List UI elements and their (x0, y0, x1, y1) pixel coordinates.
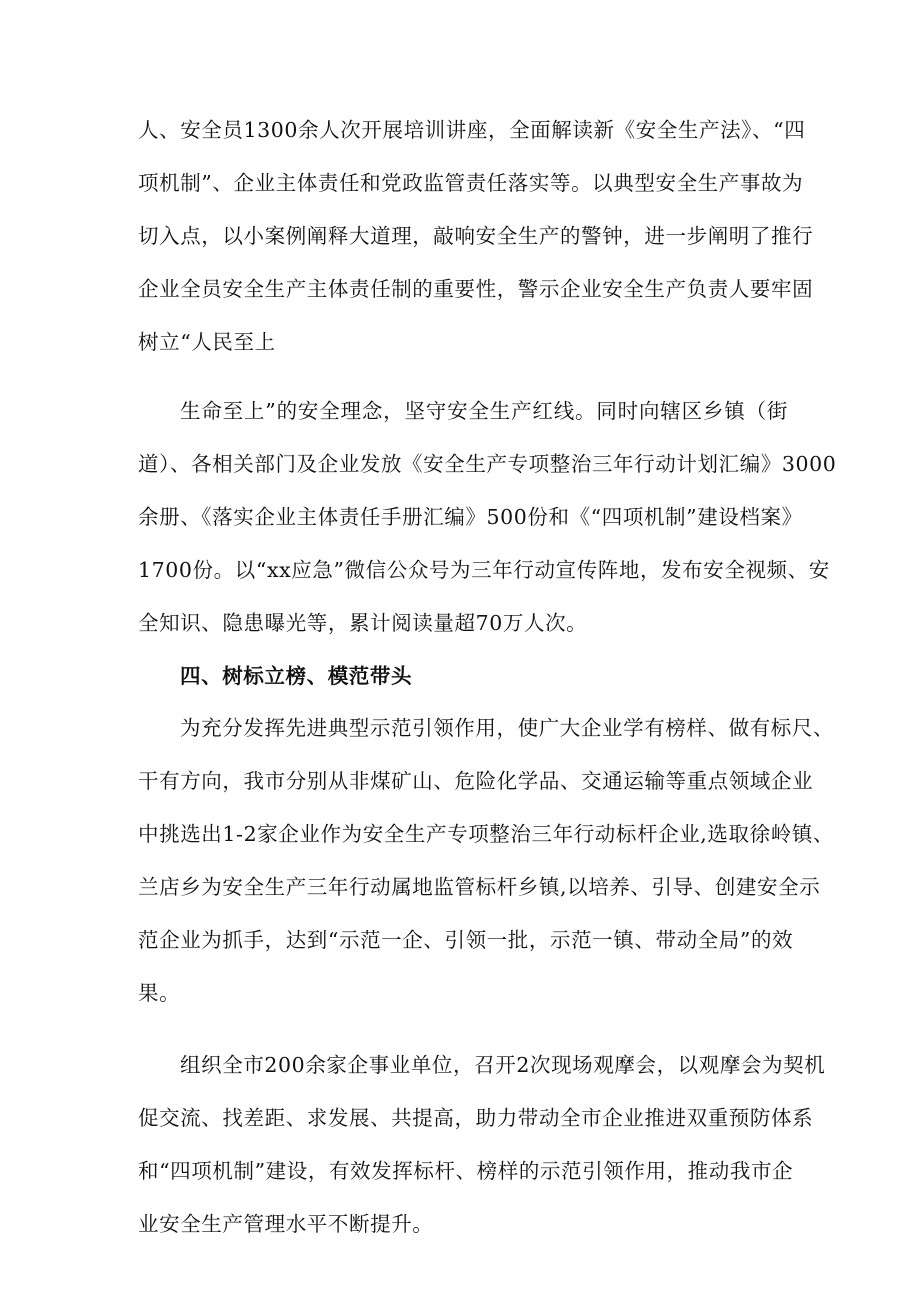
paragraph-line: 果。 (138, 981, 181, 1005)
paragraph-line: 干有方向，我市分别从非煤矿山、危险化学品、交通运输等重点领域企业 (138, 769, 814, 793)
paragraph-line: 全知识、隐患曝光等，累计阅读量超70万人次。 (138, 611, 588, 635)
paragraph-line: 企业全员安全生产主体责任制的重要性，警示企业安全生产负责人要牢固 (138, 277, 814, 301)
paragraph-line: 人、安全员1300余人次开展培训讲座，全面解读新《安全生产法》、“四 (138, 118, 806, 142)
paragraph-line: 生命至上”的安全理念，坚守安全生产红线。同时向辖区乡镇（街 (180, 399, 788, 423)
paragraph-line: 切入点，以小案例阐释大道理，敲响安全生产的警钟，进一步阐明了推行 (138, 224, 814, 248)
paragraph-line: 组织全市200余家企事业单位，召开2次现场观摩会，以观摩会为契机 (180, 1053, 826, 1077)
paragraph-line: 范企业为抓手，达到“示范一企、引领一批，示范一镇、带动全局”的效 (138, 928, 794, 952)
paragraph-line: 中挑选出1-2家企业作为安全生产专项整治三年行动标杆企业,选取徐岭镇、 (138, 822, 835, 846)
section-heading: 四、树标立榜、模范带头 (180, 664, 413, 688)
paragraph-line: 余册、《落实企业主体责任手册汇编》500份和《“四项机制”建设档案》 (138, 505, 803, 529)
paragraph-line: 树立“人民至上 (138, 330, 276, 354)
paragraph-line: 项机制”、企业主体责任和党政监管责任落实等。以典型安全生产事故为 (138, 171, 804, 195)
paragraph-line: 兰店乡为安全生产三年行动属地监管标杆乡镇,以培养、引导、创建安全示 (138, 875, 821, 899)
paragraph-line: 促交流、找差距、求发展、共提高，助力带动全市企业推进双重预防体系 (138, 1106, 814, 1130)
paragraph-line: 道）、各相关部门及企业发放《安全生产专项整治三年行动计划汇编》3000 (138, 452, 837, 476)
paragraph-line: 1700份。以“xx应急”微信公众号为三年行动宣传阵地，发布安全视频、安 (138, 558, 830, 582)
paragraph-line: 业安全生产管理水平不断提升。 (138, 1212, 434, 1236)
paragraph-line: 为充分发挥先进典型示范引领作用，使广大企业学有榜样、做有标尺、 (180, 716, 835, 740)
paragraph-line: 和“四项机制”建设，有效发挥标杆、榜样的示范引领作用，推动我市企 (138, 1159, 794, 1183)
